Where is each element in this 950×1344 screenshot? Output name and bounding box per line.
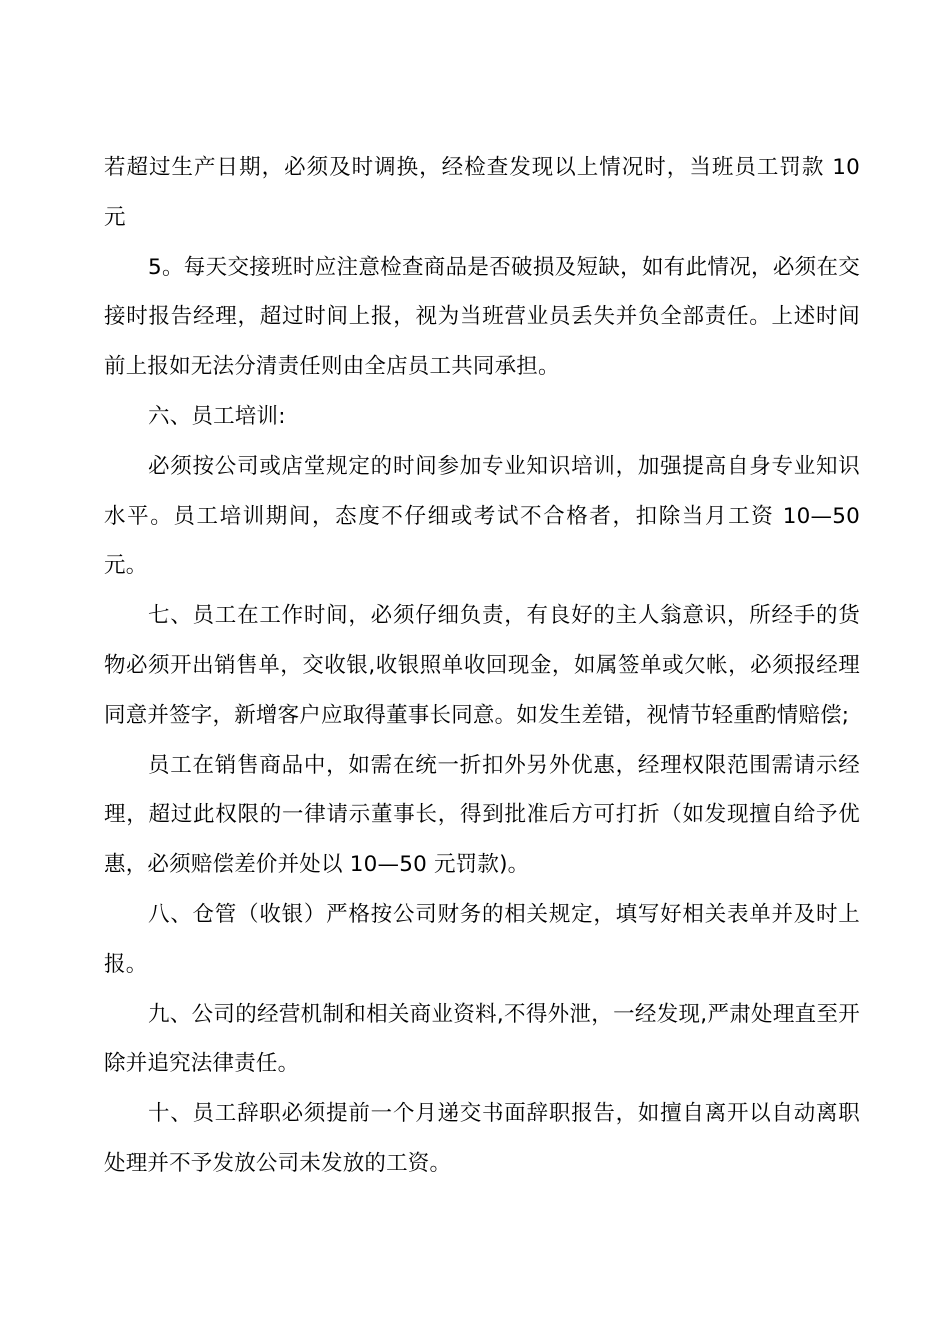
section-heading-staff-training: 六、员工培训: bbox=[148, 403, 286, 429]
section-10-resignation: 十、员工辞职必须提前一个月递交书面辞职报告，如擅自离开以自动离职处理并不予发放公司未发放的工资。 bbox=[104, 1101, 860, 1176]
paragraph-item-5: 5。每天交接班时应注意检查商品是否破损及短缺，如有此情况，必须在交接时报告经理，超过时间上报，视为当班营业员丢失并负全部责任。上述时间前上报如无法分清责任则由全店员工共同承担。 bbox=[104, 254, 860, 380]
section-9-confidentiality: 九、公司的经营机制和相关商业资料,不得外泄，一经发现,严肃处理直至开除并追究法律责任。 bbox=[104, 1001, 860, 1077]
paragraph-continuation: 若超过生产日期，必须及时调换，经检查发现以上情况时，当班员工罚款 10 元 bbox=[104, 155, 860, 230]
paragraph-discount-rules: 员工在销售商品中，如需在统一折扣外另外优惠，经理权限范围需请示经理，超过此权限的一律请示董事长，得到批准后方可打折（如发现擅自给予优惠，必须赔偿差价并处以 10—50 元罚款)。 bbox=[104, 752, 860, 878]
paragraph-training-rules: 必须按公司或店堂规定的时间参加专业知识培训，加强提高自身专业知识水平。员工培训期间，态度不仔细或考试不合格者，扣除当月工资 10—50 元。 bbox=[104, 453, 860, 579]
document-body bbox=[104, 143, 860, 1189]
section-8-warehouse-cashier: 八、仓管（收银）严格按公司财务的相关规定，填写好相关表单并及时上报。 bbox=[104, 901, 860, 977]
section-7-work-duty: 七、员工在工作时间，必须仔细负责，有良好的主人翁意识，所经手的货物必须开出销售单，交收银,收银照单收回现金，如属签单或欠帐，必须报经理同意并签字，新增客户应取得董事长同意。如发生差错，视情节轻重酌情赔偿; bbox=[104, 603, 860, 728]
